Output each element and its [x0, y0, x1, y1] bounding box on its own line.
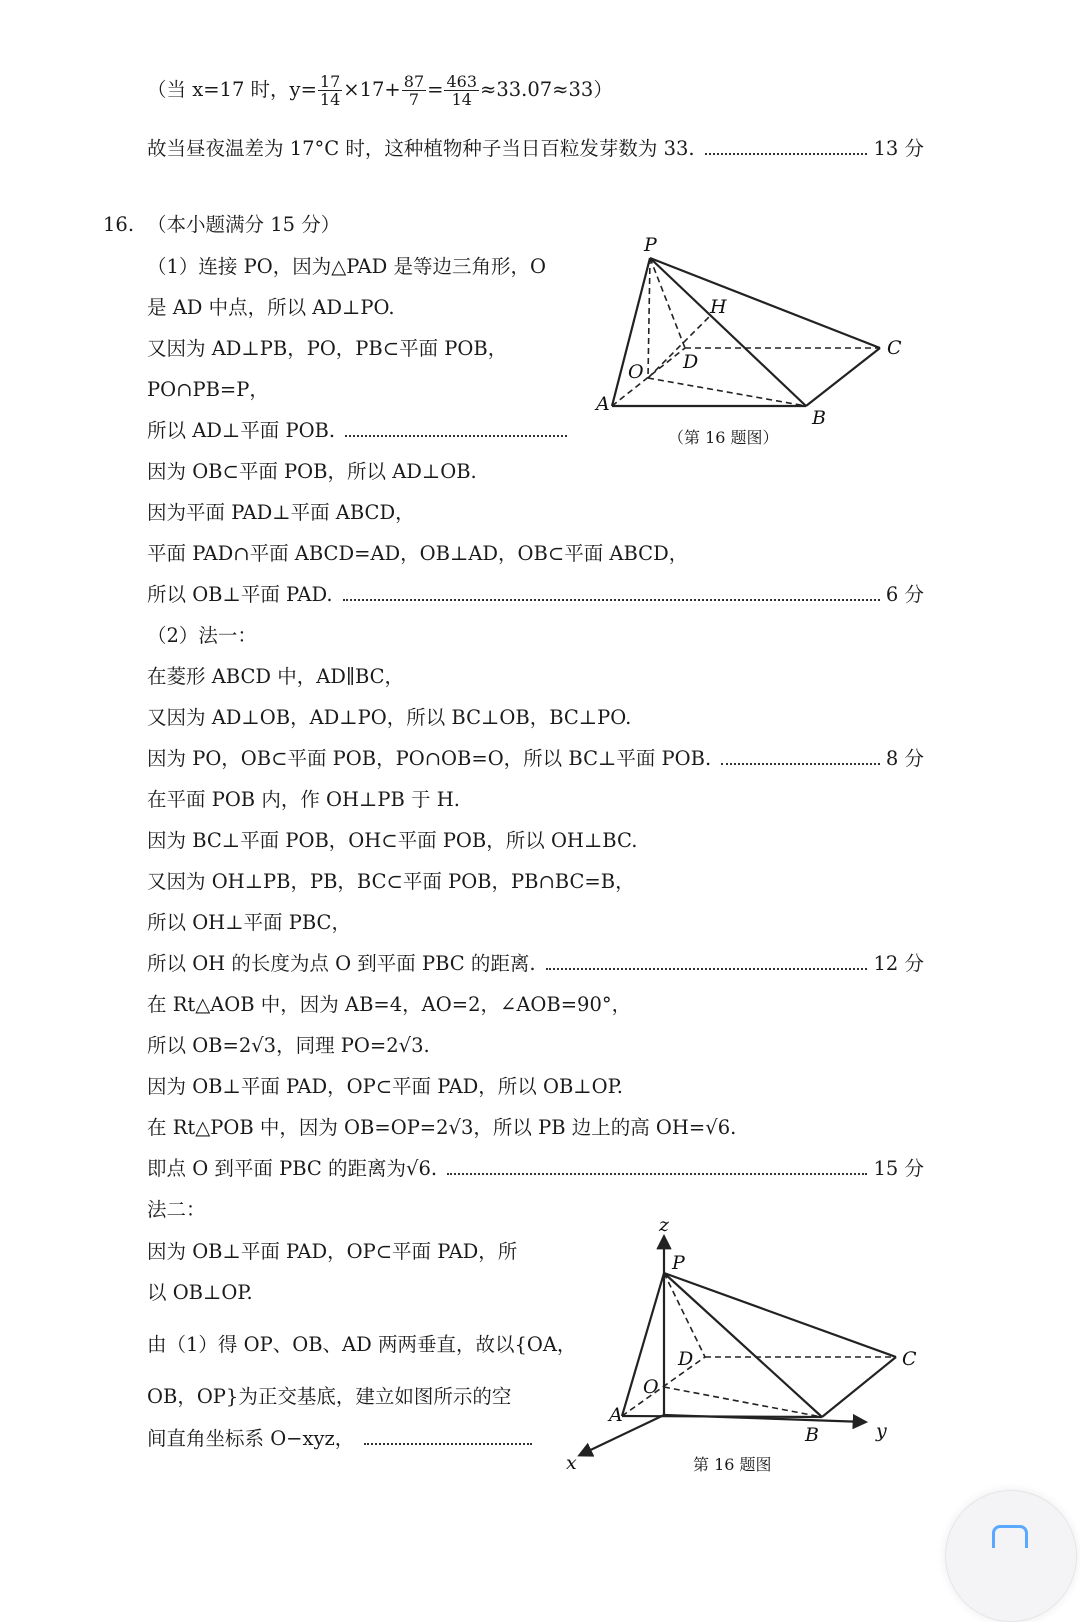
- method2-line: 因为 OB⊥平面 PAD，OP⊂平面 PAD，所: [147, 1240, 518, 1263]
- calc-line: [147, 73, 613, 108]
- part2-label: （2）法一：: [147, 624, 257, 647]
- method1-text: 因为 PO，OB⊂平面 POB，PO∩OB=O，所以 BC⊥平面 POB.: [147, 747, 712, 770]
- score-label: 8 分: [885, 747, 924, 770]
- dot-leader: [343, 599, 880, 601]
- label-p: P: [644, 234, 657, 256]
- label-p: P: [672, 1252, 685, 1274]
- frac-num: 17: [319, 72, 341, 91]
- calc-eq: =: [427, 78, 444, 101]
- solid-edges: [612, 258, 880, 406]
- pyramid-figure-1: [590, 230, 920, 430]
- method1-line: 在平面 POB 内，作 OH⊥PB 于 H.: [147, 788, 460, 811]
- fraction: [444, 73, 479, 108]
- fraction: [318, 73, 342, 108]
- method1-line: 因为 BC⊥平面 POB，OH⊂平面 POB，所以 OH⊥BC.: [147, 829, 638, 852]
- method1-text: 即点 O 到平面 PBC 的距离为√6.: [147, 1157, 438, 1180]
- method1-line: 所以 OH⊥平面 PBC，: [147, 911, 351, 934]
- frac-num: 463: [446, 72, 478, 91]
- label-a: A: [596, 393, 610, 415]
- frac-den: 7: [408, 90, 420, 109]
- edge-oh: [648, 316, 710, 378]
- method1-score-line: [147, 747, 924, 771]
- method2-line: 以 OB⊥OP.: [147, 1281, 253, 1304]
- label-c: C: [887, 337, 902, 359]
- method1-line: 所以 OB=2√3，同理 PO=2√3.: [147, 1034, 430, 1057]
- score-label: 15 分: [873, 1157, 924, 1180]
- edge-bc: [822, 1357, 896, 1417]
- dot-leader: [345, 435, 567, 437]
- label-x: x: [566, 1452, 577, 1474]
- label-b: B: [805, 1424, 819, 1446]
- part1-line: 因为平面 PAD⊥平面 ABCD，: [147, 501, 415, 524]
- figure1-caption: （第 16 题图）: [668, 428, 779, 447]
- method1-score-line: [147, 1157, 924, 1181]
- dot-leader: [705, 153, 868, 155]
- part1-line: 又因为 AD⊥PB，PO，PB⊂平面 POB，: [147, 337, 508, 360]
- method1-line: 在 Rt△POB 中，因为 OB=OP=2√3，所以 PB 边上的高 OH=√6.: [147, 1116, 737, 1139]
- label-d: D: [678, 1348, 694, 1370]
- score-label: 6 分: [885, 583, 924, 606]
- conclusion-line: [147, 137, 924, 161]
- method1-line: 在菱形 ABCD 中，AD∥BC，: [147, 665, 405, 688]
- expand-button[interactable]: [945, 1490, 1077, 1622]
- edge-pb: [664, 1273, 822, 1417]
- method1-line: 又因为 AD⊥OB，AD⊥PO，所以 BC⊥OB，BC⊥PO.: [147, 706, 632, 729]
- score-label: 13 分: [873, 137, 924, 160]
- axes: [580, 1237, 865, 1455]
- edge-po: [648, 258, 650, 378]
- method1-line: 在 Rt△AOB 中，因为 AB=4，AO=2，∠AOB=90°，: [147, 993, 632, 1016]
- dot-leader: [364, 1443, 532, 1445]
- part1-line: （1）连接 PO，因为△PAD 是等边三角形，O: [147, 255, 546, 278]
- method2-line: 由（1）得 OP、OB、AD 两两垂直，故以{OA，: [147, 1333, 577, 1356]
- part1-line: PO∩PB=P，: [147, 378, 269, 401]
- edge-ob: [664, 1387, 822, 1417]
- label-y: y: [876, 1420, 887, 1442]
- edge-pa: [612, 258, 650, 406]
- part1-text: 所以 AD⊥平面 POB.: [147, 419, 336, 442]
- edge-pb: [650, 258, 806, 406]
- frac-den: 14: [319, 90, 341, 109]
- score-label: 12 分: [873, 952, 924, 975]
- frac-num: 87: [403, 72, 425, 91]
- label-o: O: [643, 1376, 659, 1398]
- method2-line: [147, 1427, 532, 1451]
- part1-score-line: [147, 583, 924, 607]
- part1-line: 因为 OB⊂平面 POB，所以 AD⊥OB.: [147, 460, 477, 483]
- label-o: O: [628, 361, 644, 383]
- label-h: H: [710, 296, 727, 318]
- calc-suffix: ≈33.07≈33）: [480, 78, 613, 101]
- fraction: [402, 73, 426, 108]
- label-c: C: [902, 1348, 917, 1370]
- question-header: （本小题满分 15 分）: [147, 213, 341, 236]
- part1-line: 是 AD 中点，所以 AD⊥PO.: [147, 296, 395, 319]
- label-b: B: [812, 407, 826, 429]
- expand-icon: [992, 1525, 1028, 1548]
- method1-line: 又因为 OH⊥PB，PB，BC⊂平面 POB，PB∩BC=B，: [147, 870, 635, 893]
- label-d: D: [683, 351, 699, 373]
- method2-label: 法二：: [147, 1198, 206, 1221]
- label-a: A: [609, 1404, 623, 1426]
- method2-line: OB，OP}为正交基底，建立如图所示的空: [147, 1385, 512, 1408]
- part1-line: 平面 PAD∩平面 ABCD=AD，OB⊥AD，OB⊂平面 ABCD，: [147, 542, 689, 565]
- edge-ab: [622, 1416, 822, 1417]
- calc-mid: ×17+: [343, 78, 401, 101]
- label-z: z: [659, 1215, 670, 1236]
- pyramid-figure-2: [560, 1215, 930, 1475]
- figure2-caption: 第 16 题图: [693, 1455, 772, 1474]
- conclusion-text: 故当昼夜温差为 17°C 时，这种植物种子当日百粒发芽数为 33.: [147, 137, 695, 160]
- dot-leader: [546, 968, 868, 970]
- edge-pd: [650, 258, 685, 348]
- method2-text: 间直角坐标系 O−xyz，: [147, 1427, 355, 1450]
- edge-pc: [650, 258, 880, 348]
- frac-den: 14: [451, 90, 472, 109]
- calc-prefix: （当 x=17 时，y=: [147, 78, 317, 101]
- dot-leader: [721, 763, 880, 765]
- question-number: 16.: [103, 213, 135, 236]
- part1-line: [147, 419, 567, 443]
- method1-line: 因为 OB⊥平面 PAD，OP⊂平面 PAD，所以 OB⊥OP.: [147, 1075, 623, 1098]
- method1-text: 所以 OH 的长度为点 O 到平面 PBC 的距离.: [147, 952, 536, 975]
- part1-text: 所以 OB⊥平面 PAD.: [147, 583, 333, 606]
- edge-pc: [664, 1273, 896, 1357]
- dot-leader: [447, 1173, 867, 1175]
- method1-score-line: [147, 952, 924, 976]
- edge-bc: [806, 348, 880, 406]
